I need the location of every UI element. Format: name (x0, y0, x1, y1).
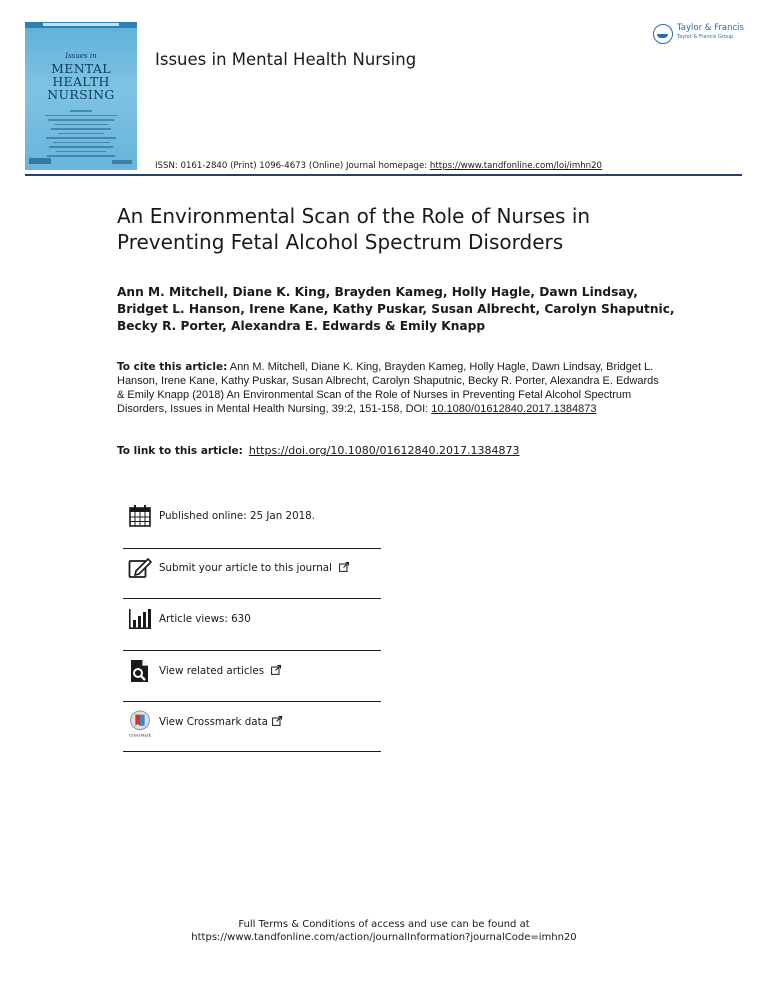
footer-line1: Full Terms & Conditions of access and use can be found at (238, 919, 530, 930)
article-link-line (117, 444, 519, 457)
crossmark-row[interactable] (123, 710, 381, 761)
crossmark-icon (128, 710, 152, 738)
info-divider (123, 598, 381, 599)
svg-text:CrossMark: CrossMark (129, 732, 151, 738)
external-link-icon (271, 665, 281, 675)
submit-article-link[interactable]: Submit your article to this journal (159, 562, 349, 574)
cover-publisher-mark (29, 158, 51, 164)
doi-link[interactable]: 10.1080/01612840.2017.1384873 (431, 403, 597, 415)
related-row[interactable] (123, 659, 381, 710)
issn-text: ISSN: 0161-2840 (Print) 1096-4673 (Online) Journal homepage: (155, 161, 430, 171)
issn-line (155, 161, 602, 171)
footer-terms (0, 918, 768, 944)
bar-chart-icon (128, 607, 152, 631)
published-date: Published online: 25 Jan 2018. (159, 510, 315, 522)
journal-homepage-link[interactable]: https://www.tandfonline.com/loi/imhn20 (429, 161, 603, 171)
taylor-francis-logo[interactable] (653, 22, 753, 46)
info-divider (123, 548, 381, 549)
cover-big-title: MENTAL HEALTH NURSING (47, 61, 115, 102)
article-title: An Environmental Scan of the Role of Nurses in Preventing Fetal Alcohol Spectrum Disorders (117, 204, 591, 254)
link-label: To link to this article: (117, 445, 243, 457)
cover-contents-lines (43, 110, 119, 160)
info-divider (123, 701, 381, 702)
journal-cover[interactable] (25, 22, 137, 170)
footer-terms-link[interactable]: https://www.tandfonline.com/action/journalInformation?journalCode=imhn20 (191, 932, 577, 943)
edit-icon (128, 556, 152, 580)
cover-top-bar (25, 22, 137, 28)
external-link-icon (339, 562, 349, 572)
cover-small-title: Issues in (65, 52, 97, 60)
publisher-name: Taylor & Francis (677, 23, 744, 33)
related-articles-link[interactable]: View related articles (159, 665, 281, 677)
info-divider (123, 650, 381, 651)
article-authors: Ann M. Mitchell, Diane K. King, Brayden Kameg, Holly Hagle, Dawn Lindsay, Bridget L. Hanson, Irene Kane, Kathy Puskar, Susan Albrecht, Carolyn Shaputnic, Becky R. Porter, Alexandra E. Edwards & Emily Knapp (117, 285, 675, 333)
journal-title[interactable]: Issues in Mental Health Nursing (155, 50, 417, 69)
citation-block (117, 360, 662, 416)
external-link-icon (272, 716, 282, 726)
article-doi-url[interactable]: https://doi.org/10.1080/01612840.2017.1384873 (248, 444, 520, 457)
related-articles-icon (128, 659, 152, 683)
article-views: Article views: 630 (159, 613, 251, 625)
calendar-icon (128, 504, 152, 528)
publisher-group: Taylor & Francis Group (677, 34, 734, 40)
submit-row[interactable] (123, 556, 381, 607)
crossmark-link[interactable]: View Crossmark data (159, 716, 282, 728)
cite-text: Ann M. Mitchell, Diane K. King, Brayden Kameg, Holly Hagle, Dawn Lindsay, Bridget L. Hanson, Irene Kane, Kathy Puskar, Susan Albrecht, Carolyn Shaputnic, Becky R. Porter, Alexandra E. Edwards & Emily Knapp (2018) An Environmental Scan of the Role of Nurses in Preventing Fetal Alcohol Spectrum Disorders, Issues in Mental Health Nursing, 39:2, 151-158, DOI: (117, 361, 659, 415)
taylor-francis-icon (653, 24, 673, 44)
header-divider (25, 174, 742, 176)
cover-issn-mark (112, 160, 132, 164)
info-divider (123, 751, 381, 752)
cite-label: To cite this article: (117, 361, 228, 373)
